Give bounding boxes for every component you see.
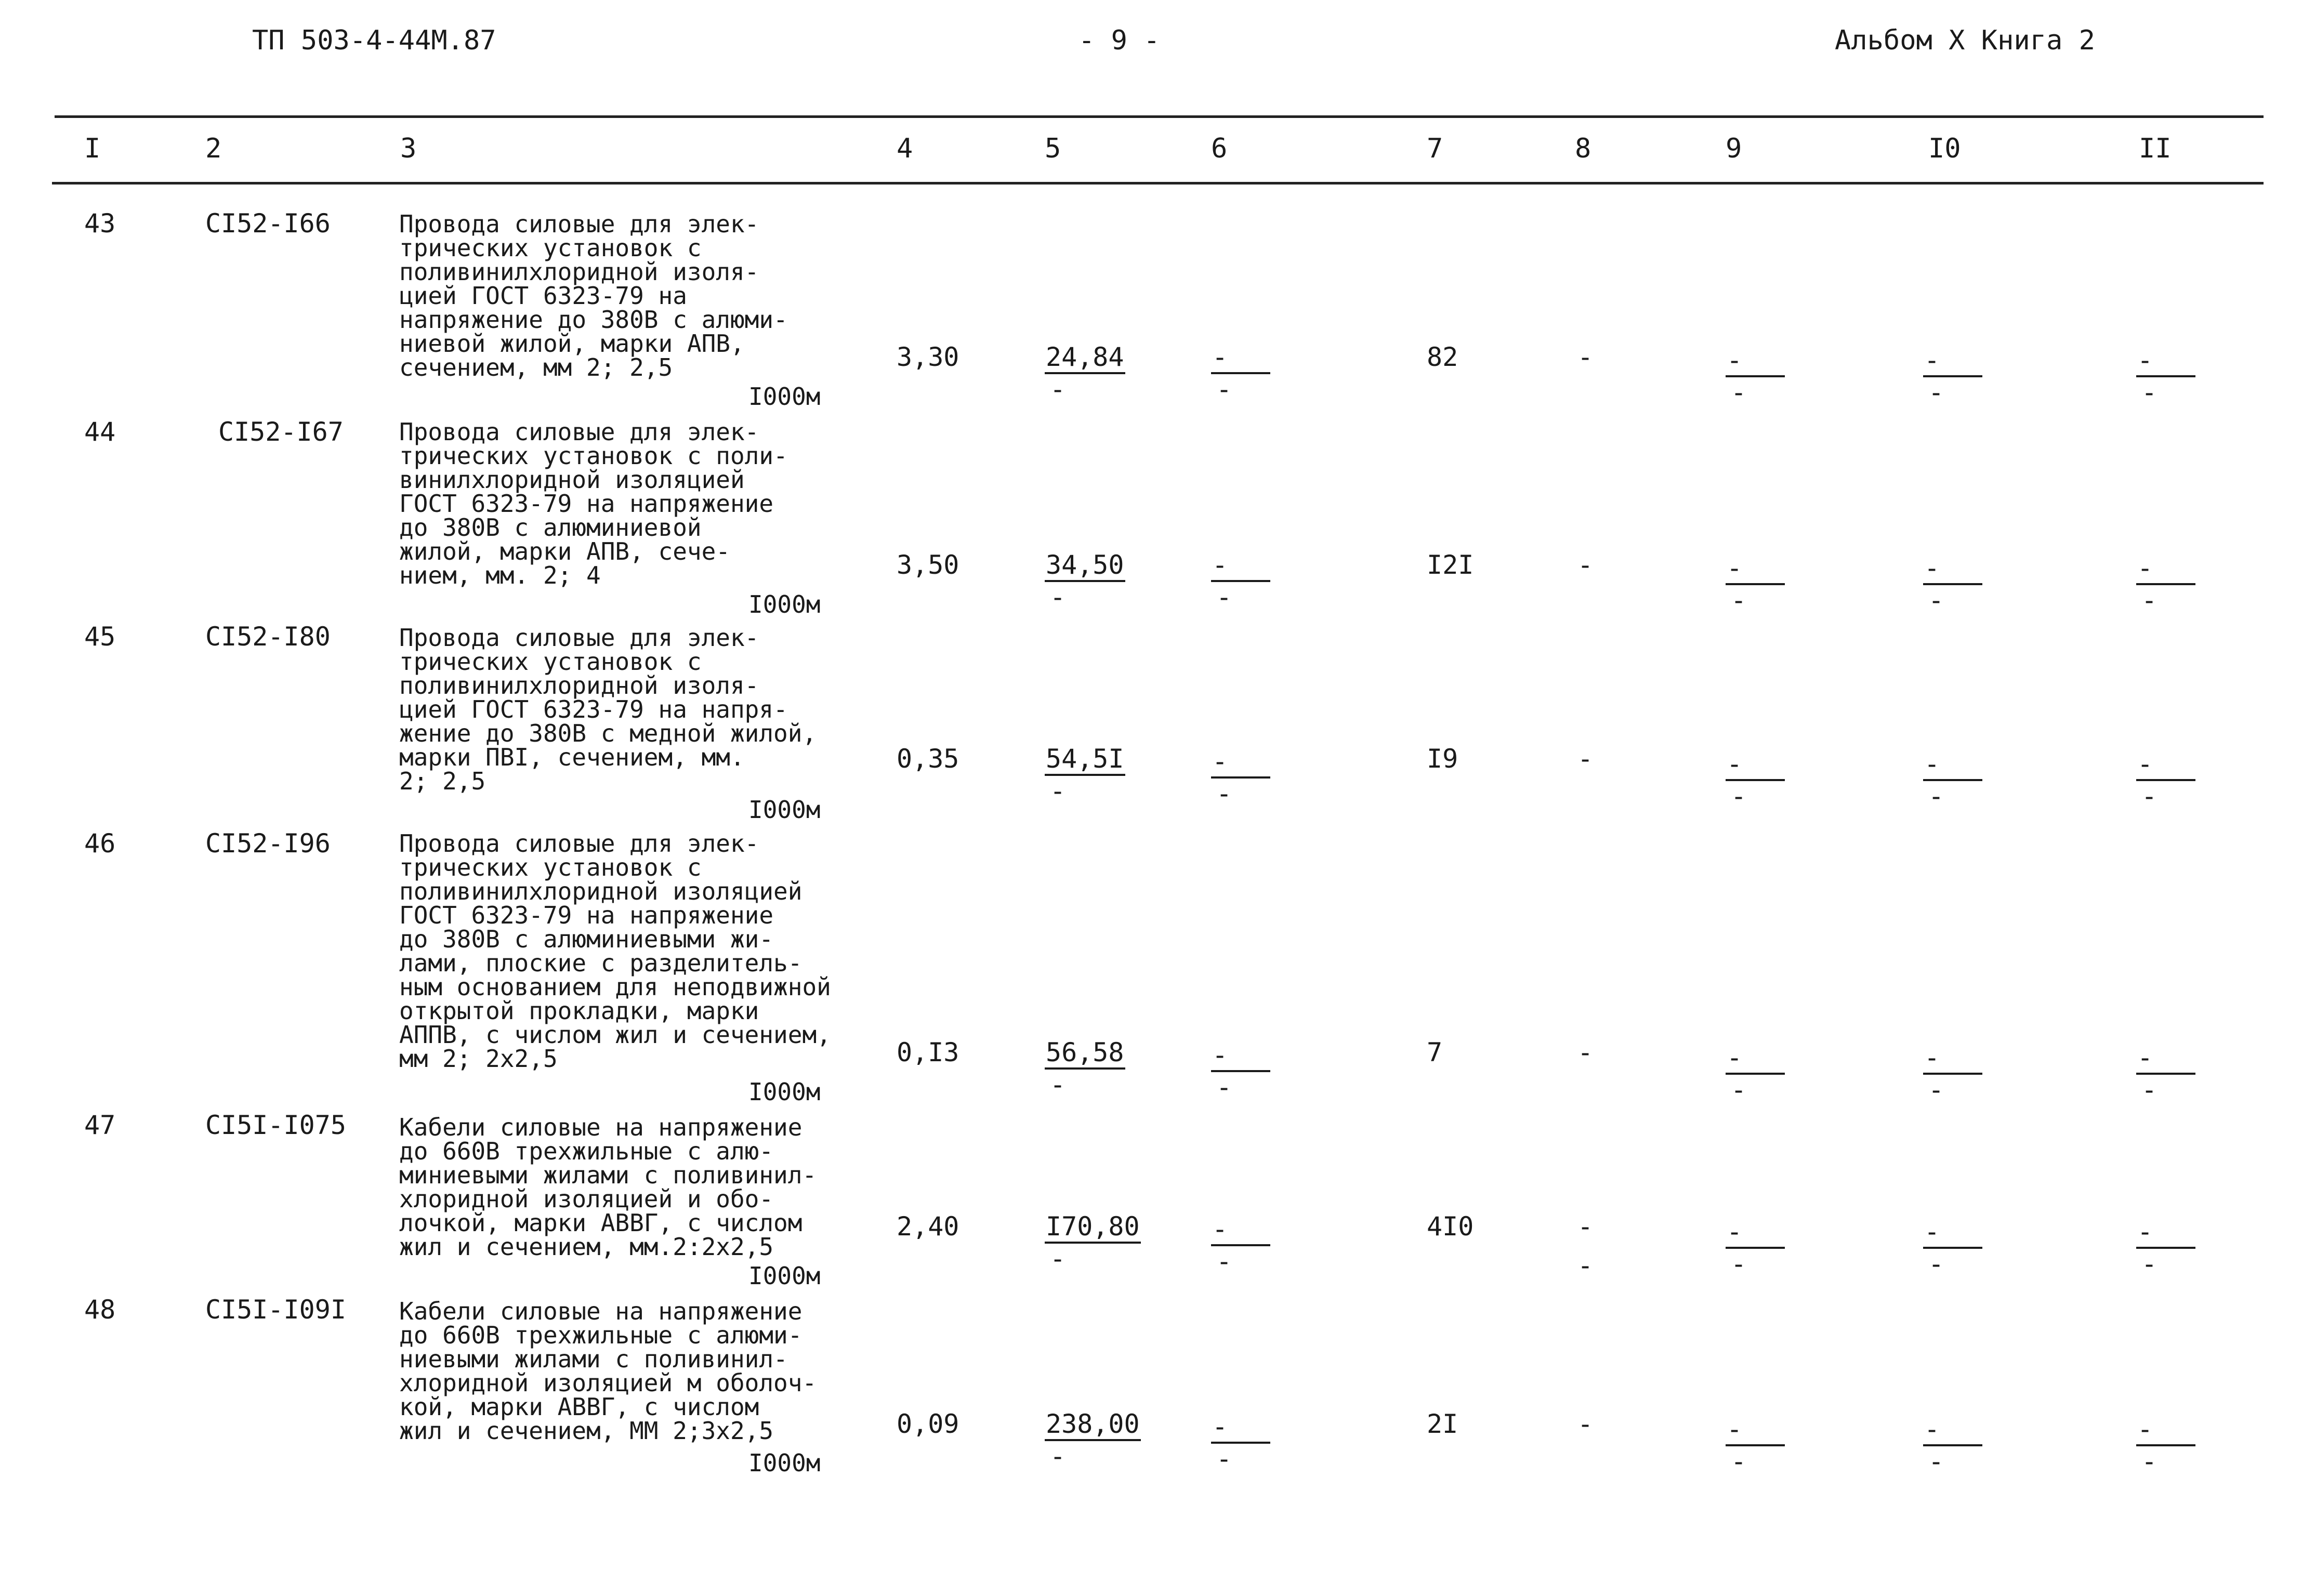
col10-numerator: - bbox=[1923, 555, 1982, 585]
col11-numerator: - bbox=[2136, 1219, 2195, 1249]
row-code: СI5I-I075 bbox=[205, 1110, 346, 1140]
row-col6 bbox=[1211, 1414, 1270, 1472]
row-col10 bbox=[1923, 751, 1982, 809]
row-number: 46 bbox=[84, 828, 116, 859]
col5-denominator: - bbox=[1050, 1441, 1066, 1471]
row-col7: 7 bbox=[1427, 1037, 1443, 1067]
row-description: Провода силовые для элек- трических установок с поливинилхлоридной изоляцией ГОСТ 6323-79 на напряжение до 380В с алюминиевыми жи- лами, плоские с разделитель- ным основанием для неподвижной открытой прокладки, марки АППВ, с числом жил и сечением, мм 2; 2х2,5 bbox=[399, 829, 831, 1073]
col6-numerator: - bbox=[1211, 552, 1270, 582]
column-header-7: 7 bbox=[1427, 133, 1443, 164]
page-number: - 9 - bbox=[1078, 25, 1160, 56]
row-col4: 0,09 bbox=[897, 1409, 959, 1439]
row-unit: I000м bbox=[748, 1078, 821, 1106]
col11-numerator: - bbox=[2136, 751, 2195, 781]
col5-numerator: 238,00 bbox=[1045, 1411, 1141, 1441]
row-code: СI5I-I09I bbox=[205, 1295, 346, 1325]
row-col11 bbox=[2136, 1045, 2195, 1103]
row-col6 bbox=[1211, 1216, 1270, 1274]
col10-denominator: - bbox=[1928, 585, 1944, 615]
col6-denominator: - bbox=[1216, 779, 1232, 809]
row-col5 bbox=[1045, 1411, 1141, 1469]
col6-numerator: - bbox=[1211, 1414, 1270, 1444]
row-description: Провода силовые для элек- трических установок с поливинилхлоридной изоля- цией ГОСТ 6323-79 на напря- жение до 380В с медной жилой, марки ПВI, сечением, мм. 2; 2,5 bbox=[399, 624, 817, 795]
album-label: Альбом X Книга 2 bbox=[1835, 25, 2095, 56]
table-top-rule bbox=[55, 115, 2264, 118]
row-col8: - bbox=[1577, 550, 1594, 580]
col6-denominator: - bbox=[1216, 1072, 1232, 1102]
table-header-rule bbox=[52, 182, 2264, 184]
col10-numerator: - bbox=[1923, 1219, 1982, 1249]
col5-numerator: 34,50 bbox=[1045, 552, 1125, 582]
row-col7: 2I bbox=[1427, 1409, 1458, 1439]
col9-denominator: - bbox=[1731, 1075, 1747, 1105]
row-description: Провода силовые для элек- трических установок с поливинилхлоридной изоля- цией ГОСТ 6323-79 на напряжение до 380В с алюми- ниевой жилой, марки АПВ, сечением, мм 2; 2,5 bbox=[399, 210, 788, 381]
col10-numerator: - bbox=[1923, 347, 1982, 377]
row-col8-bottom: - bbox=[1577, 1250, 1594, 1281]
col5-numerator: 56,58 bbox=[1045, 1039, 1125, 1070]
row-col6 bbox=[1211, 1042, 1270, 1100]
col11-denominator: - bbox=[2141, 1446, 2158, 1476]
row-col8: - bbox=[1577, 342, 1594, 372]
col5-denominator: - bbox=[1050, 582, 1066, 612]
column-header-10: I0 bbox=[1928, 133, 1961, 164]
row-col10 bbox=[1923, 1219, 1982, 1277]
column-header-11: II bbox=[2139, 133, 2172, 164]
col11-denominator: - bbox=[2141, 377, 2158, 407]
col5-numerator: 54,5I bbox=[1045, 746, 1125, 776]
row-number: 43 bbox=[84, 208, 116, 239]
row-col11 bbox=[2136, 555, 2195, 613]
col6-denominator: - bbox=[1216, 1444, 1232, 1474]
col10-denominator: - bbox=[1928, 1249, 1944, 1279]
row-col11 bbox=[2136, 1416, 2195, 1474]
row-number: 45 bbox=[84, 622, 116, 652]
col5-numerator: 24,84 bbox=[1045, 344, 1125, 374]
row-code: СI52-I67 bbox=[218, 417, 344, 447]
col11-numerator: - bbox=[2136, 347, 2195, 377]
row-col4: 3,50 bbox=[897, 550, 959, 580]
col6-denominator: - bbox=[1216, 582, 1232, 612]
col5-denominator: - bbox=[1050, 1244, 1066, 1274]
column-header-6: 6 bbox=[1211, 133, 1228, 164]
row-col4: 2,40 bbox=[897, 1211, 959, 1242]
row-col11 bbox=[2136, 751, 2195, 809]
col6-denominator: - bbox=[1216, 374, 1232, 404]
row-col10 bbox=[1923, 555, 1982, 613]
col5-numerator: I70,80 bbox=[1045, 1214, 1141, 1244]
col10-numerator: - bbox=[1923, 1416, 1982, 1446]
col9-numerator: - bbox=[1726, 347, 1785, 377]
column-header-3: 3 bbox=[400, 133, 417, 164]
column-header-2: 2 bbox=[205, 133, 222, 164]
row-col5 bbox=[1045, 1039, 1125, 1098]
row-col5 bbox=[1045, 344, 1125, 402]
row-unit: I000м bbox=[748, 590, 821, 618]
row-col5 bbox=[1045, 1211, 1141, 1274]
row-description: Провода силовые для элек- трических установок с поли- винилхлоридной изоляцией ГОСТ 6323-79 на напряжение до 380В с алюминиевой жилой, марки АПВ, сече- нием, мм. 2; 4 bbox=[399, 418, 788, 589]
row-col10 bbox=[1923, 347, 1982, 405]
col9-numerator: - bbox=[1726, 555, 1785, 585]
row-col9 bbox=[1726, 1045, 1785, 1103]
row-col9 bbox=[1726, 555, 1785, 613]
row-col10 bbox=[1923, 1045, 1982, 1103]
col9-denominator: - bbox=[1731, 781, 1747, 811]
document-code: ТП 503-4-44М.87 bbox=[252, 25, 496, 56]
row-code: СI52-I66 bbox=[205, 208, 331, 239]
row-number: 48 bbox=[84, 1295, 116, 1325]
column-header-5: 5 bbox=[1045, 133, 1061, 164]
row-col8: - bbox=[1577, 1409, 1594, 1439]
row-col7: I9 bbox=[1427, 744, 1458, 774]
column-header-8: 8 bbox=[1575, 133, 1591, 164]
column-header-1: I bbox=[84, 133, 101, 164]
col5-denominator: - bbox=[1050, 776, 1066, 806]
row-code: СI52-I80 bbox=[205, 622, 331, 652]
col6-denominator: - bbox=[1216, 1246, 1232, 1276]
col11-denominator: - bbox=[2141, 1075, 2158, 1105]
row-col8: - bbox=[1577, 1037, 1594, 1067]
row-col6 bbox=[1211, 748, 1270, 807]
col11-numerator: - bbox=[2136, 1416, 2195, 1446]
col11-denominator: - bbox=[2141, 585, 2158, 615]
row-col9 bbox=[1726, 1219, 1785, 1277]
col11-denominator: - bbox=[2141, 781, 2158, 811]
row-col9 bbox=[1726, 347, 1785, 405]
col9-denominator: - bbox=[1731, 1249, 1747, 1279]
row-col11 bbox=[2136, 347, 2195, 405]
col6-numerator: - bbox=[1211, 1042, 1270, 1072]
col10-numerator: - bbox=[1923, 1045, 1982, 1075]
row-unit: I000м bbox=[748, 1449, 821, 1477]
row-description: Кабели силовые на напряжение до 660В трехжильные с алю- миниевыми жилами с поливинил- хлоридной изоляцией и обо- лочкой, марки АВВГ, с числом жил и сечением, мм.2:2х2,5 bbox=[399, 1113, 817, 1261]
col10-denominator: - bbox=[1928, 1075, 1944, 1105]
col5-denominator: - bbox=[1050, 1070, 1066, 1100]
row-number: 44 bbox=[84, 417, 116, 447]
row-col5 bbox=[1045, 552, 1125, 610]
row-col6 bbox=[1211, 344, 1270, 402]
col9-denominator: - bbox=[1731, 377, 1747, 407]
col5-denominator: - bbox=[1050, 374, 1066, 404]
row-col9 bbox=[1726, 751, 1785, 809]
row-description: Кабели силовые на напряжение до 660В трехжильные с алюми- ниевыми жилами с поливинил- хлоридной изоляцией м оболоч- кой, марки АВВГ, с числом жил и сечением, ММ 2;3х2,5 bbox=[399, 1297, 817, 1445]
row-code: СI52-I96 bbox=[205, 828, 331, 859]
col10-denominator: - bbox=[1928, 377, 1944, 407]
row-col6 bbox=[1211, 552, 1270, 610]
col9-numerator: - bbox=[1726, 1045, 1785, 1075]
col9-numerator: - bbox=[1726, 1219, 1785, 1249]
col10-denominator: - bbox=[1928, 781, 1944, 811]
col11-numerator: - bbox=[2136, 1045, 2195, 1075]
row-number: 47 bbox=[84, 1110, 116, 1140]
row-col7: I2I bbox=[1427, 550, 1474, 580]
col6-numerator: - bbox=[1211, 344, 1270, 374]
col6-numerator: - bbox=[1211, 1216, 1270, 1246]
col11-denominator: - bbox=[2141, 1249, 2158, 1279]
column-header-9: 9 bbox=[1726, 133, 1742, 164]
row-col7: 82 bbox=[1427, 342, 1458, 372]
row-col10 bbox=[1923, 1416, 1982, 1474]
col9-denominator: - bbox=[1731, 585, 1747, 615]
row-unit: I000м bbox=[748, 382, 821, 411]
col9-numerator: - bbox=[1726, 1416, 1785, 1446]
column-header-4: 4 bbox=[897, 133, 913, 164]
row-col8-top: - bbox=[1577, 1211, 1594, 1242]
row-col11 bbox=[2136, 1219, 2195, 1277]
col10-denominator: - bbox=[1928, 1446, 1944, 1476]
row-col5 bbox=[1045, 746, 1125, 804]
row-unit: I000м bbox=[748, 796, 821, 824]
row-unit: I000м bbox=[748, 1262, 821, 1290]
row-col7: 4I0 bbox=[1427, 1211, 1474, 1242]
col9-numerator: - bbox=[1726, 751, 1785, 781]
row-col9 bbox=[1726, 1416, 1785, 1474]
row-col8: - bbox=[1577, 744, 1594, 774]
col10-numerator: - bbox=[1923, 751, 1982, 781]
row-col4: 0,I3 bbox=[897, 1037, 959, 1067]
col9-denominator: - bbox=[1731, 1446, 1747, 1476]
col6-numerator: - bbox=[1211, 748, 1270, 779]
row-col4: 0,35 bbox=[897, 744, 959, 774]
row-col4: 3,30 bbox=[897, 342, 959, 372]
col11-numerator: - bbox=[2136, 555, 2195, 585]
